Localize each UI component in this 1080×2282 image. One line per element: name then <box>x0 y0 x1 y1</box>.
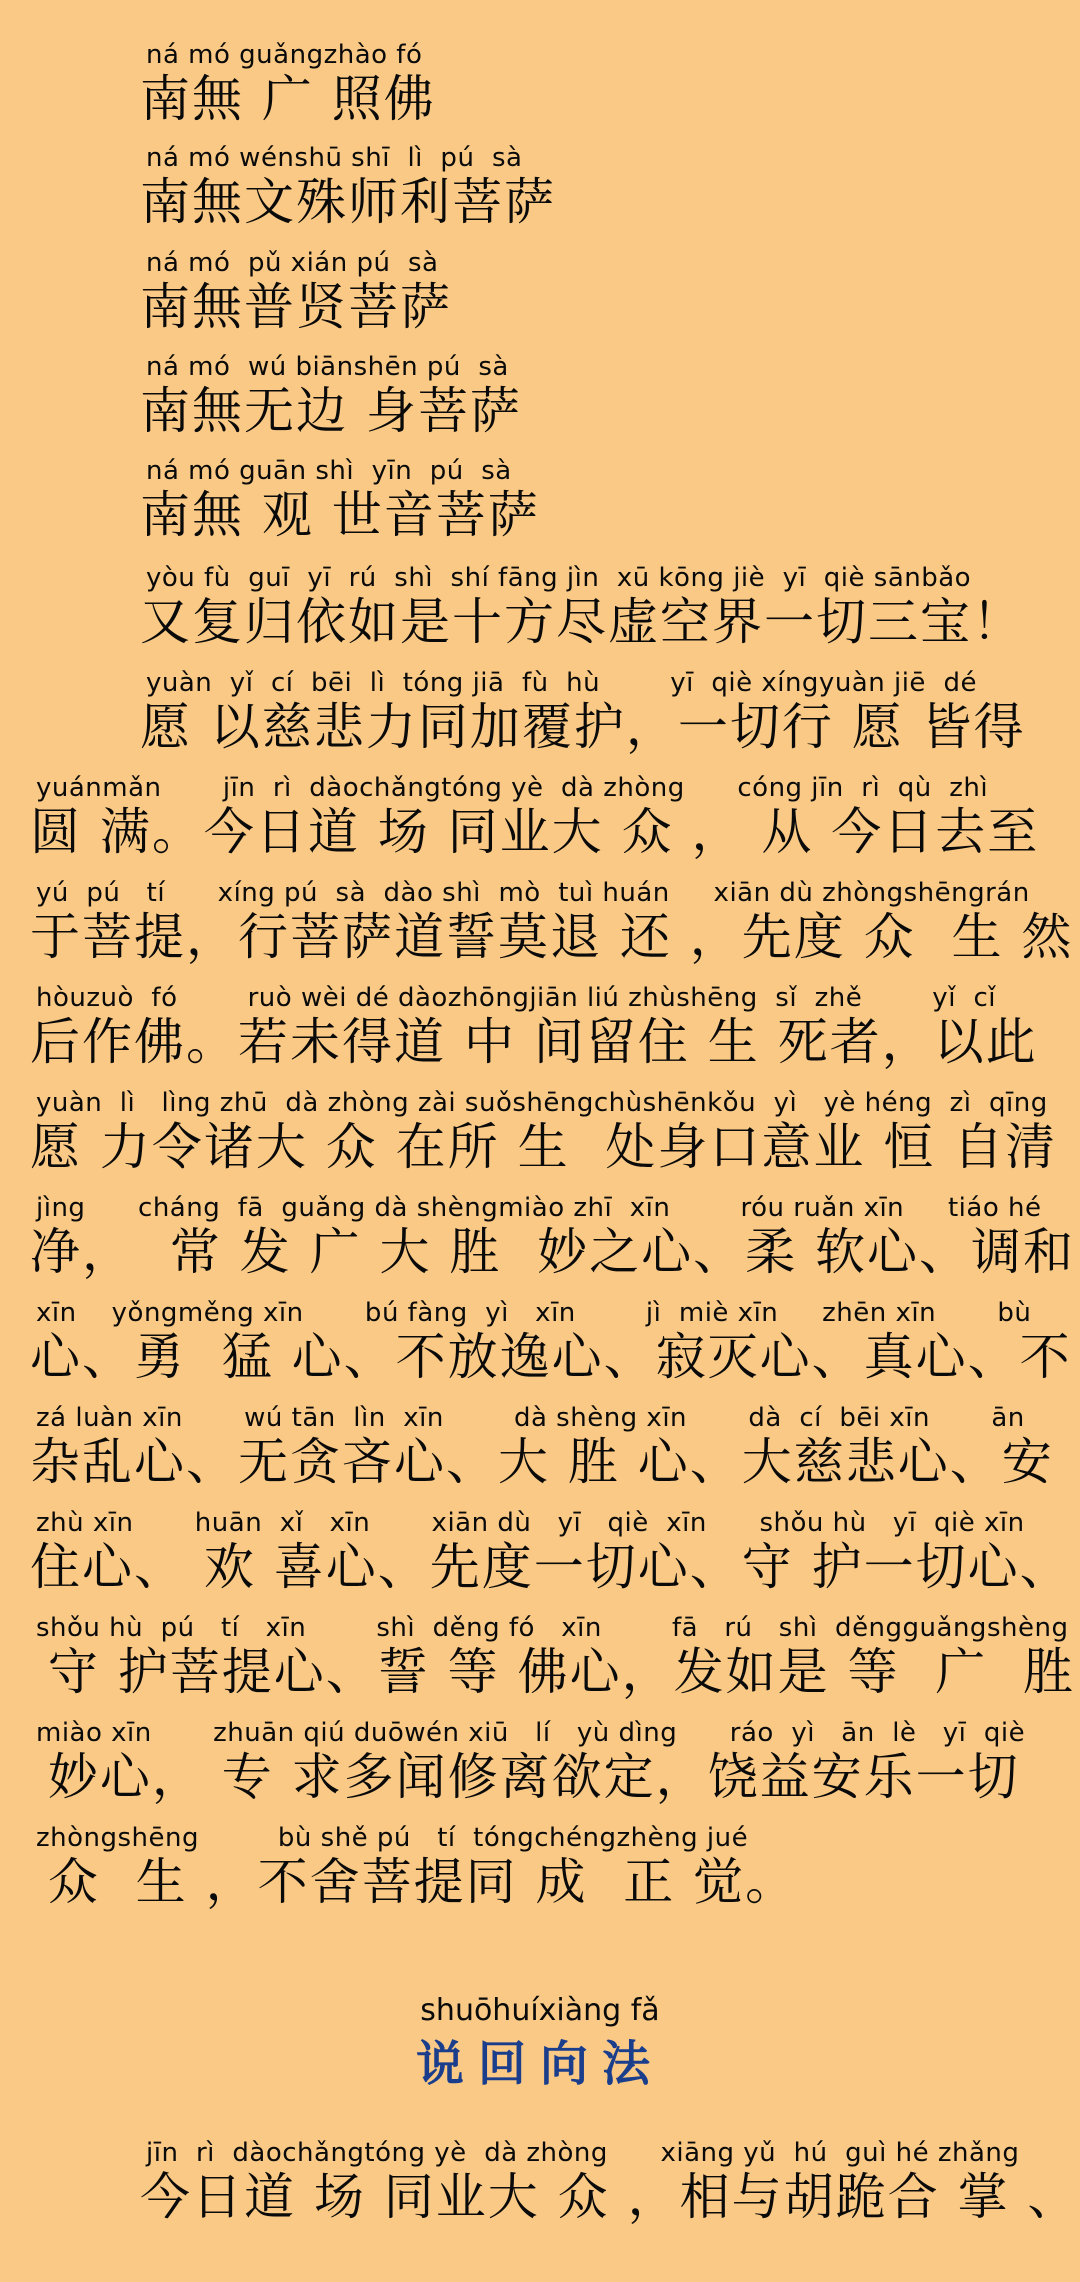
hanzi: 愿 力令诸大 众 在所 生 处身口意业 恒 自清 <box>30 1118 1058 1176</box>
verse-line-6 <box>140 563 1024 651</box>
hanzi: 又复归依如是十方尽虚空界一切三宝！ <box>140 593 1024 651</box>
verse-line-15 <box>30 1508 1072 1596</box>
hanzi: 心、勇 猛 心、不放逸心、寂灭心、真心、不 <box>30 1328 1072 1386</box>
hanzi: 众 生 ，不舍菩提同 成 正 觉。 <box>30 1853 798 1911</box>
pinyin: yuàn yǐ cí bēi lì tóng jiā fù hù yī qiè xíngyuàn jiē dé <box>146 668 977 698</box>
verse-line-2 <box>140 143 556 231</box>
verse-line-14 <box>30 1403 1054 1491</box>
hanzi: 妙心， 专 求多闻修离欲定，饶益安乐一切 <box>30 1748 1020 1806</box>
verse-line-4 <box>140 352 522 440</box>
pinyin: yuàn lì lìng zhū dà zhòng zài suǒshēngchùshēnkǒu yì yè héng zì qīng <box>36 1088 1048 1118</box>
pinyin: jīn rì dàochǎngtóng yè dà zhòng xiāng yǔ hú guì hé zhǎng <box>146 2138 1020 2168</box>
verse-line-5 <box>140 456 540 544</box>
verse-line-16 <box>30 1613 1075 1701</box>
hanzi: 住心、 欢 喜心、先度一切心、守 护一切心、 <box>30 1538 1072 1596</box>
hanzi: 于菩提，行菩萨道誓莫退 还 ，先度 众 生 然 <box>30 908 1074 966</box>
pinyin: zhòngshēng bù shě pú tí tóngchéngzhèng jué <box>36 1823 749 1853</box>
section-title-pinyin: shuōhuíxiàng fǎ <box>420 1993 660 2028</box>
hanzi: 南無普贤菩萨 <box>140 278 452 336</box>
section-title: 说回向法 <box>415 2036 664 2092</box>
hanzi: 愿 以慈悲力同加覆护，一切行 愿 皆得 <box>140 698 1026 756</box>
verse-line-12 <box>30 1193 1075 1281</box>
hanzi: 净， 常 发 广 大 胜 妙之心、柔 软心、调和 <box>30 1223 1076 1281</box>
hanzi: 圆 满。今日道 场 同业大 众 ， 从 今日去至 <box>30 803 1040 861</box>
verse-line-final <box>140 2138 1079 2226</box>
hanzi: 杂乱心、无贪吝心、大 胜 心、大慈悲心、安 <box>30 1433 1054 1491</box>
hanzi: 南無文殊师利菩萨 <box>140 173 556 231</box>
pinyin: yuánmǎn jīn rì dàochǎngtóng yè dà zhòng cóng jīn rì qù zhì <box>36 773 989 803</box>
pinyin: jìng cháng fā guǎng dà shèngmiào zhī xīn róu ruǎn xīn tiáo hé <box>36 1193 1042 1223</box>
verse-line-7 <box>140 668 1026 756</box>
pinyin: ná mó wú biānshēn pú sà <box>146 352 509 382</box>
verse-line-13 <box>30 1298 1072 1386</box>
hanzi: 后作佛。若未得道 中 间留住 生 死者，以此 <box>30 1013 1038 1071</box>
pinyin: xīn yǒngměng xīn bú fàng yì xīn jì miè xīn zhēn xīn bù <box>36 1298 1032 1328</box>
verse-line-11 <box>30 1088 1057 1176</box>
pinyin: yòu fù guī yī rú shì shí fāng jìn xū kōng jiè yī qiè sānbǎo <box>146 563 972 593</box>
pinyin: yú pú tí xíng pú sà dào shì mò tuì huán xiān dù zhòngshēngrán <box>36 878 1030 908</box>
pinyin: ná mó pǔ xián pú sà <box>146 248 439 278</box>
verse-line-8 <box>30 773 1039 861</box>
pinyin: shǒu hù pú tí xīn shì děng fó xīn fā rú shì děngguǎngshèng <box>36 1613 1069 1643</box>
verse-line-9 <box>30 878 1073 966</box>
pinyin: zhù xīn huān xǐ xīn xiān dù yī qiè xīn shǒu hù yī qiè xīn <box>36 1508 1025 1538</box>
verse-line-1 <box>140 40 436 128</box>
verse-line-10 <box>30 983 1038 1071</box>
verse-line-3 <box>140 248 452 336</box>
pinyin: hòuzuò fó ruò wèi dé dàozhōngjiān liú zhùshēng sǐ zhě yǐ cǐ <box>36 983 996 1013</box>
pinyin: ná mó guǎngzhào fó <box>146 40 423 70</box>
hanzi: 今日道 场 同业大 众 ，相与胡跪合 掌 、 <box>140 2168 1080 2226</box>
pinyin: ná mó wénshū shī lì pú sà <box>146 143 523 173</box>
hanzi: 南無 观 世音菩萨 <box>140 486 540 544</box>
hanzi: 南無 广 照佛 <box>140 70 436 128</box>
pinyin: miào xīn zhuān qiú duōwén xiū lí yù dìng ráo yì ān lè yī qiè <box>36 1718 1026 1748</box>
hanzi: 守 护菩提心、誓 等 佛心，发如是 等 广 胜 <box>30 1643 1076 1701</box>
hanzi: 南無无边 身菩萨 <box>140 382 522 440</box>
pinyin: ná mó guān shì yīn pú sà <box>146 456 512 486</box>
verse-line-18 <box>30 1823 797 1911</box>
verse-line-17 <box>30 1718 1025 1806</box>
pinyin: zá luàn xīn wú tān lìn xīn dà shèng xīn dà cí bēi xīn ān <box>36 1403 1025 1433</box>
